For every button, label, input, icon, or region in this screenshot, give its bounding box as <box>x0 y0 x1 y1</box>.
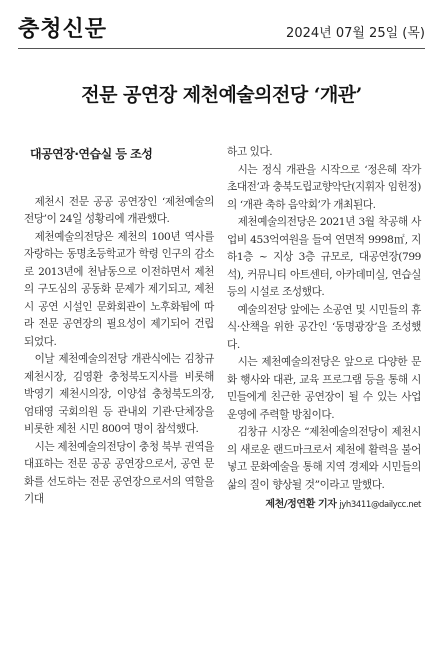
paragraph: 하고 있다. <box>227 146 273 158</box>
newspaper-name: 충청신문 <box>18 17 108 42</box>
paragraph: 제천예술의전당은 2021년 3월 착공해 사업비 453억여원을 들여 연면적 9998㎡, 지하1층 ~ 지상 3층 규모로, 대공연장(799석), 커뮤니티 아트센터, 아카데미실, 연습실 등의 시설로 조성했다. <box>227 216 421 298</box>
byline <box>227 496 421 515</box>
article-headline: 전문 공연장 제천예술의전당 ‘개관’ <box>81 84 362 106</box>
byline-email: jyh3411@dailycc.net <box>339 500 421 510</box>
byline-name: 제천/정연환 기자 <box>265 499 337 510</box>
publication-date: 2024년 07월 25일 (목) <box>286 26 425 41</box>
paragraph: 시는 정식 개관을 시작으로 ‘정은혜 작가 초대전’과 충북도립교향악단(지휘자 임헌정)의 ‘개관 축하 음악회’가 개최된다. <box>227 163 421 211</box>
paragraph: 예술의전당 앞에는 소공연 및 시민들의 휴식·산책을 위한 공간인 ‘동명광장’을 조성했다. <box>227 303 421 351</box>
masthead <box>18 8 425 49</box>
paragraph: 이날 제천예술의전당 개관식에는 김창규 제천시장, 김영환 충청북도지사를 비롯해 박영기 제천시의장, 이양섭 충청북도의장, 엄태영 국회의원 등 관내외 기관·단체장을 비롯한 제천 시민 800여 명이 참석했다. <box>24 353 214 435</box>
paragraph: 시는 제천예술의전당은 앞으로 다양한 문화 행사와 대관, 교육 프로그램 등을 통해 시민들에게 친근한 공연장이 될 수 있는 사업 운영에 주력할 방침이다. <box>227 356 421 421</box>
paragraph: 김창규 시장은 “제천예술의전당이 제천시의 새로운 랜드마크로서 제천에 활력을 불어넣고 문화예술을 통해 지역 경제와 시민들의 삶의 질이 향상될 것”이라고 말했다. <box>227 426 421 491</box>
paragraph: 시는 제천예술의전당이 충청 북부 권역을 대표하는 전문 공공 공연장으로서, 공연 문화를 선도하는 전문 공연장으로서의 역할을 기대 <box>24 440 214 505</box>
article-subhead: 대공연장·연습실 등 조성 <box>30 147 153 161</box>
paragraph: 제천시 전문 공공 공연장인 ‘제천예술의전당’이 24일 성황리에 개관했다. <box>24 195 214 225</box>
paragraph: 제천예술의전당은 제천의 100년 역사를 자랑하는 동명초등학교가 학령 인구의 감소로 2013년에 천남동으로 이전하면서 제천의 구도심의 공동화 문제가 제기되고, 제천시 공연 시설인 문화회관이 노후화됨에 따라 전문 공연장의 필요성이 제기되어 건립되었다. <box>24 230 214 348</box>
article-column-left <box>24 140 214 509</box>
article-column-right <box>227 144 421 515</box>
